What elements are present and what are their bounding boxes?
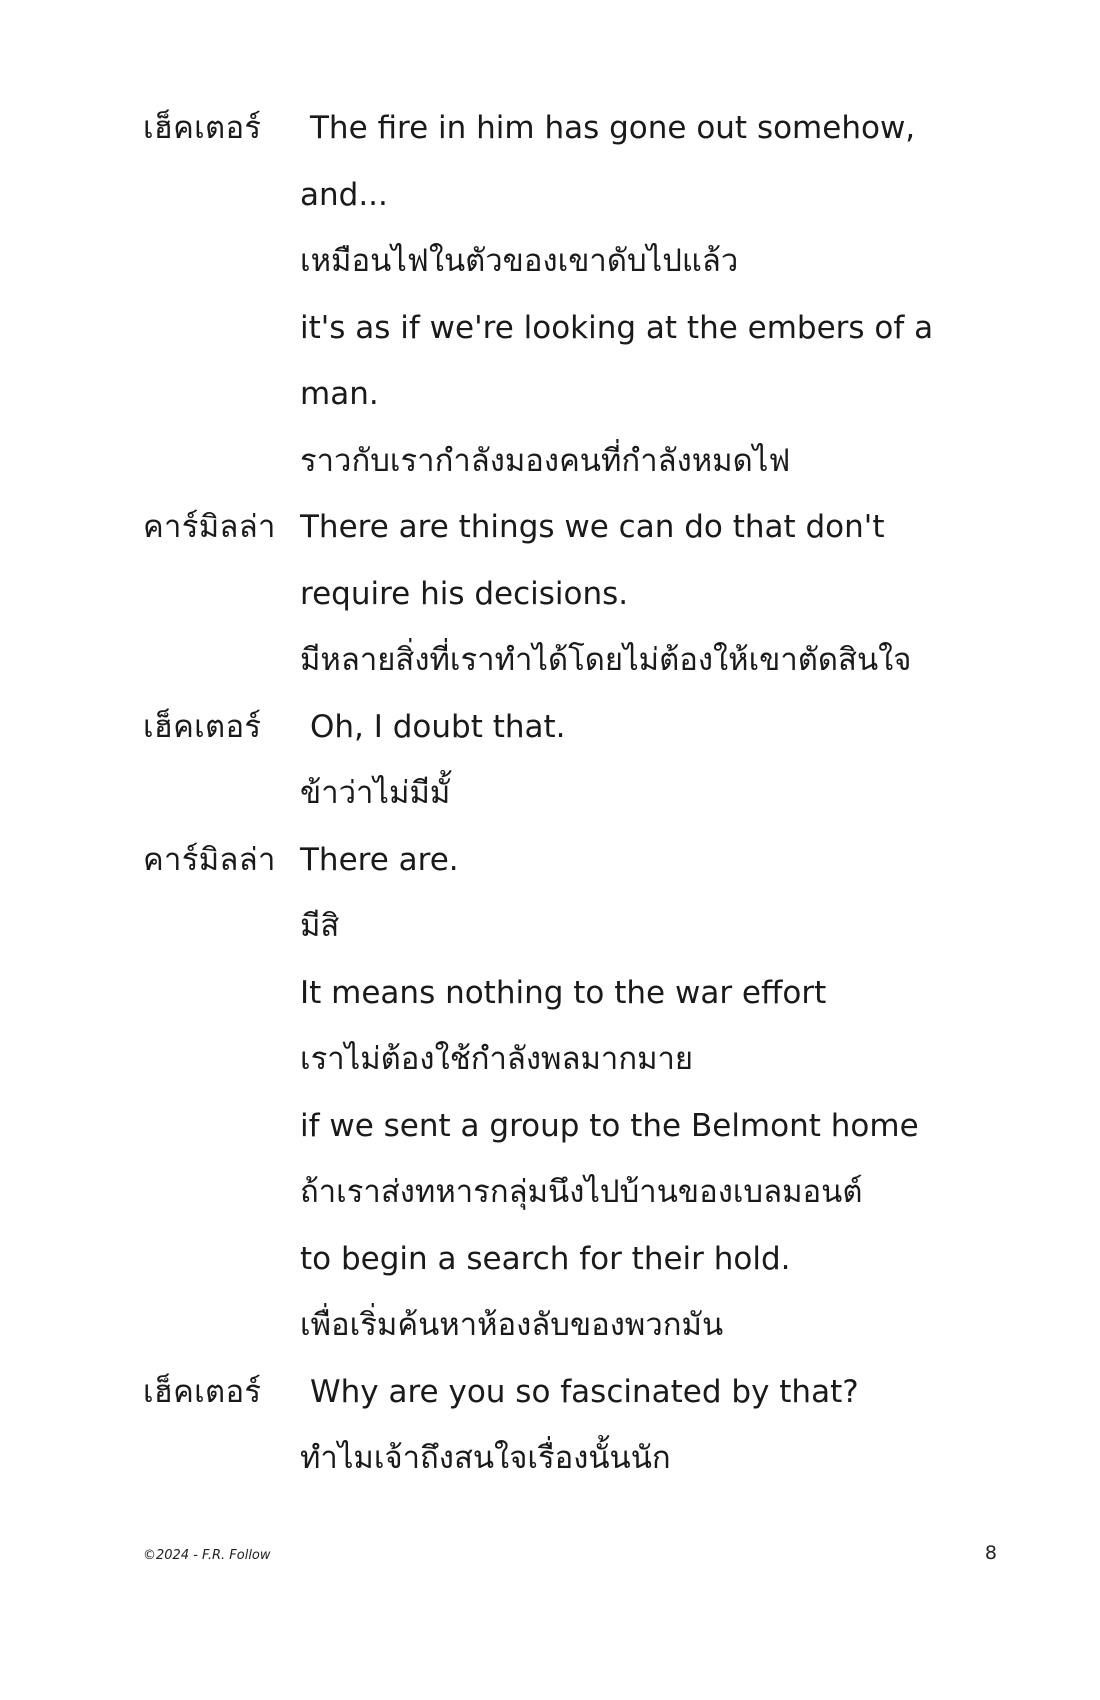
dialogue-line [143,95,1013,162]
speech-text: require his decisions. [300,575,629,612]
speech-text: ราวกับเรากำลังมองคนที่กำลังหมดไฟ [300,442,791,479]
dialogue-line [143,295,1013,362]
speech-text: The fire in him has gone out somehow, [310,110,916,146]
speaker-indent [143,1026,300,1093]
speaker-indent [143,561,300,628]
dialogue-line [143,1093,1013,1160]
speaker-indent [143,1093,300,1160]
dialogue-line [143,1425,1013,1492]
dialogue-line [143,760,1013,827]
speech-text: if we sent a group to the Belmont home [300,1107,919,1144]
script-body [143,95,1013,1492]
speech-text: Why are you so fascinated by that? [310,1373,859,1410]
dialogue-block [143,694,1013,827]
speaker-name: เฮ็คเตอร์ [143,708,262,745]
speech-text: เราไม่ต้องใช้กำลังพลมากมาย [300,1041,694,1077]
dialogue-line [143,893,1013,960]
speech-text: มีหลายสิ่งที่เราทำได้โดยไม่ต้องให้เขาตัดสินใจ [300,642,912,678]
dialogue-line [143,228,1013,295]
speaker-name: เฮ็คเตอร์ [143,110,262,146]
page-number: 8 [984,1542,997,1564]
speech-text: There are things we can do that don't [300,509,885,545]
speech-text: to begin a search for their hold. [300,1240,791,1277]
speaker-indent [143,295,300,362]
speech-text: เพื่อเริ่มค้นหาห้องลับของพวกมัน [300,1307,724,1343]
dialogue-line [143,494,1013,561]
dialogue-line [143,827,1013,894]
speaker-indent [143,1159,300,1226]
dialogue-line [143,1359,1013,1426]
speech-text: ทำไมเจ้าถึงสนใจเรื่องนั้นนัก [300,1440,671,1476]
dialogue-line [143,694,1013,761]
dialogue-line [143,960,1013,1027]
dialogue-block [143,95,1013,494]
dialogue-block [143,494,1013,694]
speaker-indent [143,960,300,1027]
speaker-indent [143,760,300,827]
speaker-indent [143,893,300,960]
dialogue-line [143,428,1013,495]
dialogue-block [143,1359,1013,1492]
speech-text: เหมือนไฟในตัวของเขาดับไปแล้ว [300,243,739,279]
speech-text: it's as if we're looking at the embers of a [300,309,934,346]
speech-text: It means nothing to the war effort [300,974,827,1011]
footer-copyright: ©2024 - F.R. Follow [143,1548,271,1563]
speech-text: ถ้าเราส่งทหารกลุ่มนึงไปบ้านของเบลมอนต์ [300,1174,863,1210]
dialogue-line [143,627,1013,694]
speaker-indent [143,627,300,694]
speaker-indent [143,1425,300,1492]
dialogue-line [143,561,1013,628]
speaker-indent [143,1292,300,1359]
speech-text: มีสิ [300,908,340,944]
speech-text: Oh, I doubt that. [310,708,566,745]
speaker-indent [143,428,300,495]
speaker-indent [143,361,300,428]
speaker-name: คาร์มิลล่า [143,841,276,878]
speaker-indent [143,228,300,295]
speaker-name: เฮ็คเตอร์ [143,1373,262,1410]
dialogue-line [143,361,1013,428]
dialogue-line [143,1292,1013,1359]
dialogue-line [143,162,1013,229]
dialogue-line [143,1159,1013,1226]
dialogue-line [143,1226,1013,1293]
speaker-name: คาร์มิลล่า [143,509,276,545]
dialogue-line [143,1026,1013,1093]
speech-text: and... [300,176,388,213]
speech-text: ข้าว่าไม่มีมั้ [300,775,451,811]
speech-text: man. [300,376,379,412]
dialogue-block [143,827,1013,1359]
speaker-indent [143,1226,300,1293]
speech-text: There are. [300,841,459,878]
speaker-indent [143,162,300,229]
